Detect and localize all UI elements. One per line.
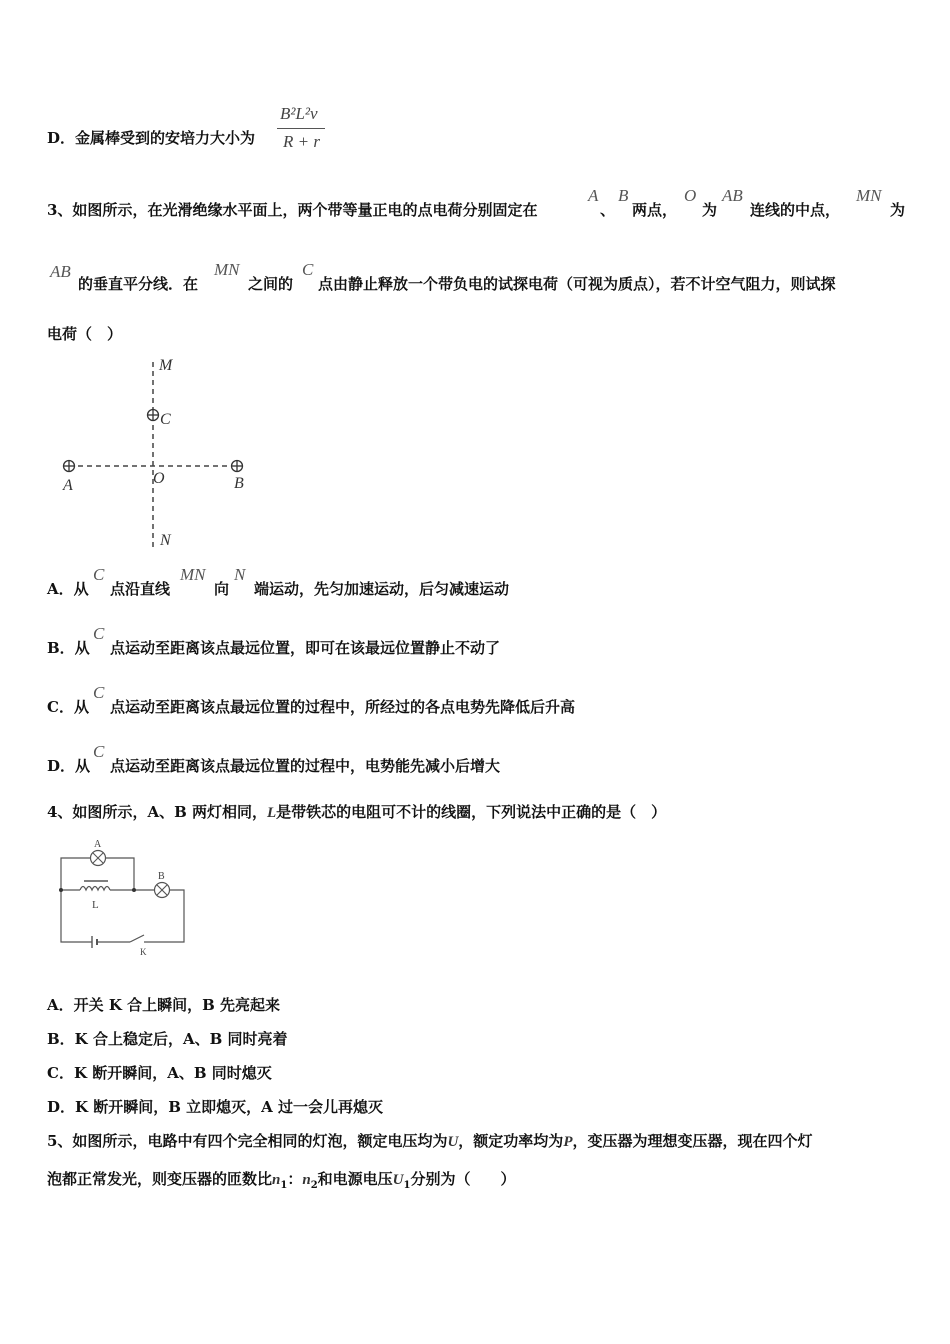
lamp-a-icon xyxy=(91,851,106,866)
q5-sym-U1: U xyxy=(392,1172,404,1188)
q3-opt-c-sym-C: C xyxy=(93,683,105,702)
q3-opt-a-sym-C: C xyxy=(93,565,105,584)
label-M: M xyxy=(159,357,173,374)
label-A: A xyxy=(63,477,73,494)
q4-option-b: B．K 合上稳定后，A、B 同时亮着 xyxy=(47,1030,288,1048)
wire xyxy=(61,858,90,890)
q3-opt-a-sym-MN: MN xyxy=(180,565,206,584)
q3-text-p5: 为 xyxy=(890,201,906,219)
q4-option-d: D．K 断开瞬间，B 立即熄灭，A 过一会儿再熄灭 xyxy=(47,1098,384,1116)
label-B: B xyxy=(234,475,244,492)
q3-stem-line3: 电荷（ ） xyxy=(47,325,123,343)
q3-text-p8: 点由静止释放一个带负电的试探电荷（可视为质点），若不计空气阻力，则试探 xyxy=(318,275,836,293)
q4-circuit-diagram xyxy=(52,836,192,958)
circuit-label-L: L xyxy=(92,899,99,911)
q3-sym-C: C xyxy=(302,260,314,279)
q3-text-p7: 之间的 xyxy=(248,275,294,293)
inductor-coil xyxy=(80,887,110,891)
q3-sym-O: O xyxy=(684,186,697,205)
circuit-label-A: A xyxy=(94,839,102,850)
q2-fraction-denominator: R + r xyxy=(283,132,320,151)
q3-text-p3: 为 xyxy=(702,201,718,219)
q2-option-d-label: D．金属棒受到的安培力大小为 xyxy=(47,129,256,147)
wire xyxy=(106,858,134,890)
q5-sym-U: U xyxy=(447,1134,459,1150)
charge-B-icon xyxy=(232,461,243,472)
junction-dot xyxy=(132,888,136,892)
q2-option-d xyxy=(47,128,255,148)
wire xyxy=(61,890,92,942)
q5-sym-n1: n xyxy=(272,1172,281,1188)
q5-stem-line2: 泡都正常发光，则变压器的匝数比$n_1$：$n_2$和电源电压$U_1$分别为（ ） xyxy=(47,1170,516,1191)
circuit-label-K: K xyxy=(140,947,147,957)
charge-A-icon xyxy=(64,461,75,472)
charge-C-icon xyxy=(148,410,159,421)
label-O: O xyxy=(153,470,165,487)
lamp-b-icon xyxy=(155,883,170,898)
q3-stem-line1: 3、如图所示，在光滑绝缘水平面上，两个带等量正电的点电荷分别固定在 xyxy=(47,201,538,219)
q4-stem: 4、如图所示，A、B 两灯相同，L是带铁芯的电阻可不计的线圈，下列说法中正确的是（ ） xyxy=(47,803,667,821)
q4-option-a: A．开关 K 合上瞬间，B 先亮起来 xyxy=(47,996,281,1014)
q3-charge-diagram xyxy=(55,352,255,552)
q4-option-c: C．K 断开瞬间，A、B 同时熄灭 xyxy=(47,1064,272,1082)
q3-sym-B: B xyxy=(618,186,629,205)
q3-sym-MN: MN xyxy=(856,186,882,205)
q3-sym-AB-2: AB xyxy=(50,262,71,281)
junction-dot xyxy=(59,888,63,892)
circuit-label-B: B xyxy=(158,871,165,882)
q3-sym-A: A xyxy=(588,186,599,205)
q3-opt-d-sym-C: C xyxy=(93,742,105,761)
q5-sym-P: P xyxy=(563,1134,573,1150)
q5-stem-line1: 5、如图所示，电路中有四个完全相同的灯泡，额定电压均为U，额定功率均为P，变压器为理想变压器，现在四个灯 xyxy=(47,1132,813,1150)
q3-sym-MN-2: MN xyxy=(214,260,240,279)
q3-text-p2: 两点， xyxy=(632,201,678,219)
q3-opt-a-sym-N: N xyxy=(234,565,246,584)
q4-sym-L: L xyxy=(266,805,277,821)
q3-sym-AB: AB xyxy=(722,186,743,205)
fraction-bar xyxy=(277,128,325,129)
switch-k-icon xyxy=(130,935,144,942)
q3-text-p6: 的垂直平分线．在 xyxy=(78,275,199,293)
q3-sep: 、 xyxy=(600,201,616,219)
label-N: N xyxy=(160,532,171,549)
label-C: C xyxy=(160,411,171,428)
q2-fraction-numerator: B²L²v xyxy=(280,104,318,123)
q3-text-p4: 连线的中点， xyxy=(750,201,841,219)
q5-sym-n2: n xyxy=(302,1172,311,1188)
q3-opt-b-sym-C: C xyxy=(93,624,105,643)
